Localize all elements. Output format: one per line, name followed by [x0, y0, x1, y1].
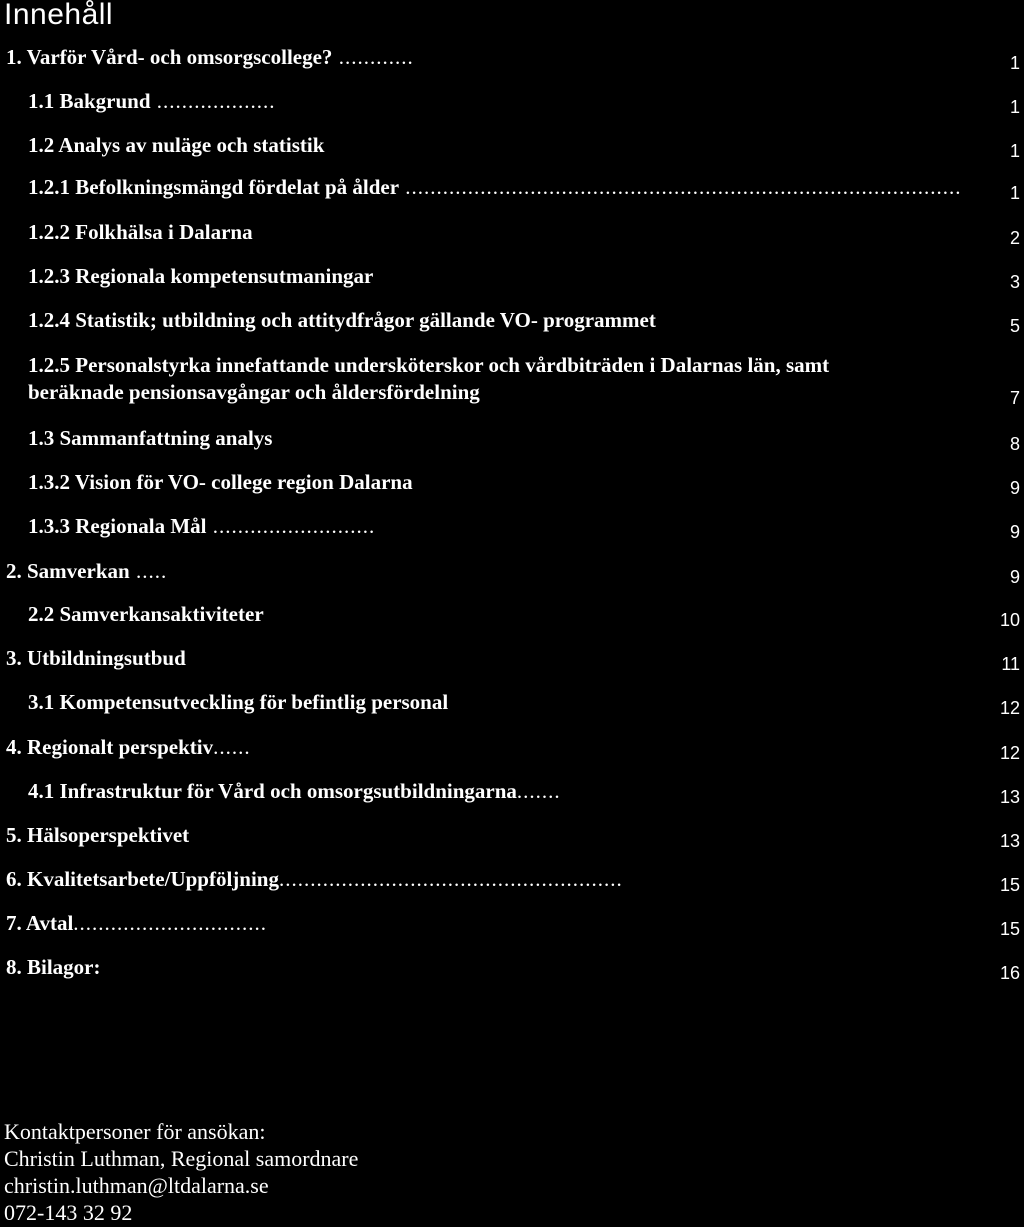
toc-page-number: 13: [999, 787, 1020, 807]
toc-entry-text: 7. Avtal: [6, 911, 74, 935]
toc-page-number: 9: [1009, 522, 1020, 542]
toc-entry-title: [28, 132, 324, 158]
toc-page-number: 16: [999, 963, 1020, 983]
toc-entry-title: [28, 307, 656, 333]
toc-leader-dots: ............: [332, 45, 414, 69]
page-title: Innehåll: [4, 0, 114, 31]
toc-leader-dots: ..........................: [206, 514, 376, 538]
toc-page-number: 15: [999, 919, 1020, 939]
toc-entry-title: [6, 866, 623, 892]
toc-entry-text: 4.1 Infrastruktur för Vård och omsorgsutbildningarna: [28, 779, 517, 803]
toc-entry-text: 3.1 Kompetensutveckling för befintlig personal: [28, 690, 449, 714]
toc-entry-text: 1.3.3 Regionala Mål: [28, 514, 207, 538]
contact-phone: 072-143 32 92: [4, 1200, 133, 1225]
toc-entry-text: 1.2.3 Regionala kompetensutmaningar: [28, 264, 374, 288]
toc-page-number: 12: [999, 743, 1020, 763]
toc-entry-title: [28, 513, 375, 539]
toc-entry-text: 3. Utbildningsutbud: [6, 646, 186, 670]
toc-entry-title: [28, 88, 276, 114]
toc-entry-title: [28, 219, 253, 245]
toc-page-number: 11: [1001, 654, 1020, 674]
toc-entry-title: [6, 822, 189, 848]
toc-page-number: 2: [1009, 228, 1020, 248]
toc-leader-dots: .......................................................: [279, 867, 623, 891]
contact-email[interactable]: christin.luthman@ltdalarna.se: [4, 1173, 269, 1198]
toc-leader-dots: .....: [129, 559, 168, 583]
toc-entry-text: 8. Bilagor:: [6, 955, 101, 979]
toc-entry-text-continued: beräknade pensionsavgångar och åldersfördelning: [28, 380, 480, 404]
toc-entry-text: 2. Samverkan: [6, 559, 130, 583]
toc-page-number: 9: [1009, 567, 1020, 587]
toc-page-number: 13: [999, 831, 1020, 851]
toc-page-number: 1: [1009, 97, 1020, 117]
toc-entry-title: [28, 689, 448, 715]
contact-name: Christin Luthman, Regional samordnare: [4, 1146, 359, 1171]
toc-entry-title: [28, 469, 413, 495]
toc-entry-title: [28, 263, 373, 289]
toc-entry-text: 4. Regionalt perspektiv: [6, 735, 214, 759]
toc-entry-title: [6, 910, 267, 936]
toc-leader-dots: ...............................: [73, 911, 268, 935]
toc-leader-dots: ......: [213, 735, 251, 759]
toc-entry-text: 1.3 Sammanfattning analys: [28, 426, 273, 450]
toc-entry-title: [28, 352, 829, 378]
toc-entry-title: [28, 778, 561, 804]
toc-entry-title: [28, 174, 962, 200]
toc-page-number: 15: [999, 875, 1020, 895]
toc-page-number: 3: [1009, 272, 1020, 292]
toc-entry-title: [6, 645, 186, 671]
toc-entry-title: [28, 425, 272, 451]
toc-entry-text: 1.2 Analys av nuläge och statistik: [28, 133, 325, 157]
toc-page-number: 9: [1009, 478, 1020, 498]
contact-title: Kontaktpersoner för ansökan:: [4, 1119, 266, 1144]
toc-leader-dots: .........................................................................................: [399, 175, 962, 199]
toc-page-number: 10: [999, 610, 1020, 630]
toc-page-number: 8: [1009, 434, 1020, 454]
toc-page-number: 1: [1009, 141, 1020, 161]
toc-entry-text: 6. Kvalitetsarbete/Uppföljning: [6, 867, 279, 891]
toc-page-number: 7: [1009, 388, 1020, 408]
toc-entry-text: 1.2.2 Folkhälsa i Dalarna: [28, 220, 253, 244]
toc-entry-title: [6, 558, 167, 584]
toc-entry-text: 1.2.1 Befolkningsmängd fördelat på ålder: [28, 175, 400, 199]
toc-entry-text: 1.3.2 Vision för VO- college region Dalarna: [28, 470, 413, 494]
toc-leader-dots: ...................: [150, 89, 276, 113]
toc-entry-text: 1. Varför Vård- och omsorgscollege?: [6, 45, 333, 69]
toc-page-number: 1: [1009, 183, 1020, 203]
toc-entry-text: 1.2.4 Statistik; utbildning och attitydfrågor gällande VO- programmet: [28, 308, 656, 332]
toc-entry-text: 1.1 Bakgrund: [28, 89, 151, 113]
toc-entry-text: 1.2.5 Personalstyrka innefattande undersköterskor och vårdbiträden i Dalarnas län, samt: [28, 353, 830, 377]
toc-entry-title: [6, 954, 101, 980]
toc-entry-text: 5. Hälsoperspektivet: [6, 823, 190, 847]
toc-entry-title: [28, 601, 264, 627]
toc-page-number: 5: [1009, 316, 1020, 336]
toc-entry-title: [6, 44, 414, 70]
toc-entry-title: [6, 734, 251, 760]
toc-entry-text: 2.2 Samverkansaktiviteter: [28, 602, 264, 626]
toc-leader-dots: .......: [516, 779, 561, 803]
contact-block: [4, 1118, 358, 1226]
toc-page-number: 1: [1009, 53, 1020, 73]
toc-page-number: 12: [999, 698, 1020, 718]
